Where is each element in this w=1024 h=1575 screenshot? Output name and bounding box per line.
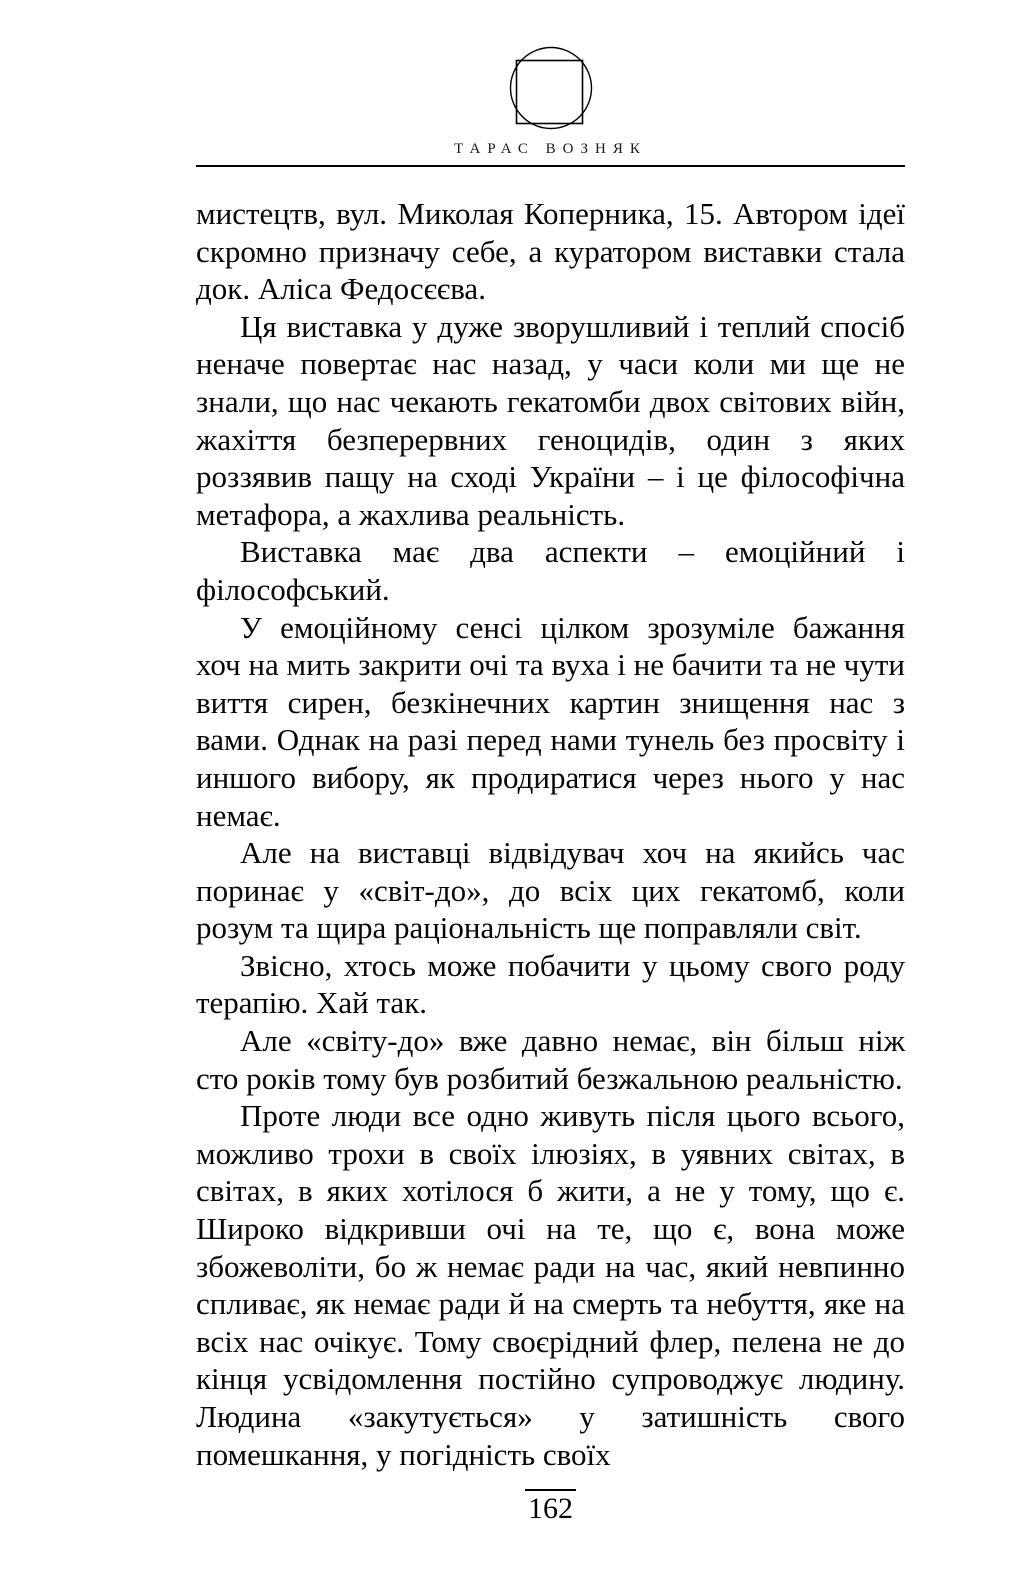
paragraph: Проте люди все одно живуть після цього всього, можливо трохи в своїх ілюзіях, в уявних світах, в світах, в яких хотілося б жити, а не у тому, що є. Широко відкривши очі на те, що є, вона може збожеволіти, бо ж немає ради на час, який невпинно спливає, як немає ради й на смерть та небуття, яке на всіх нас очікує. Тому своєрідний флер, пелена не до кінця усвідомлення постійно супроводжує людину. Людина «закутується» у затишність свого помешкання, у погідність своїх <box>196 1098 905 1472</box>
page-header <box>196 46 905 167</box>
paragraph: Звісно, хтось може побачити у цьому свого роду терапію. Хай так. <box>196 947 905 1021</box>
paragraph: У емоційному сенсі цілком зрозуміле бажання хоч на мить закрити очі та вуха і не бачити та не чути виття сирен, безкінечних картин знищення нас з вами. Однак на разі перед нами тунель без просвіту і иншого вибору, як продиратися через нього у нас немає. <box>196 609 905 833</box>
page-number: 162 <box>525 1489 576 1527</box>
page-footer <box>196 1489 905 1527</box>
body-text <box>196 195 905 1473</box>
paragraph: мистецтв, вул. Миколая Коперника, 15. Автором ідеї скромно призначу себе, а куратором виставки стала док. Аліса Федосєєва. <box>196 196 905 307</box>
header-rule <box>196 165 905 167</box>
paragraph: Ця виставка у дуже зворушливий і теплий спосіб неначе повертає нас назад, у часи коли ми ще не знали, що нас чекають гекатомби двох світових війн, жахіття безперервних геноцидів, один з яких роззявив пащу на сході України – і це філософічна метафора, а жахлива реальність. <box>196 308 905 532</box>
paragraph: Виставка має два аспекти – емоційний і філософський. <box>196 534 905 607</box>
author-name: ТАРАС ВОЗНЯК <box>454 141 647 157</box>
paragraph: Але на виставці відвідувач хоч на якийсь час поринає у «світ-до», до всіх цих гекатомб, коли розум та щира раціональність ще поправляли світ. <box>196 835 905 946</box>
paragraph: Але «світу-до» вже давно немає, він більш ніж сто років тому був розбитий безжальною реальністю. <box>196 1023 905 1096</box>
square-in-circle-emblem-icon <box>509 46 593 130</box>
